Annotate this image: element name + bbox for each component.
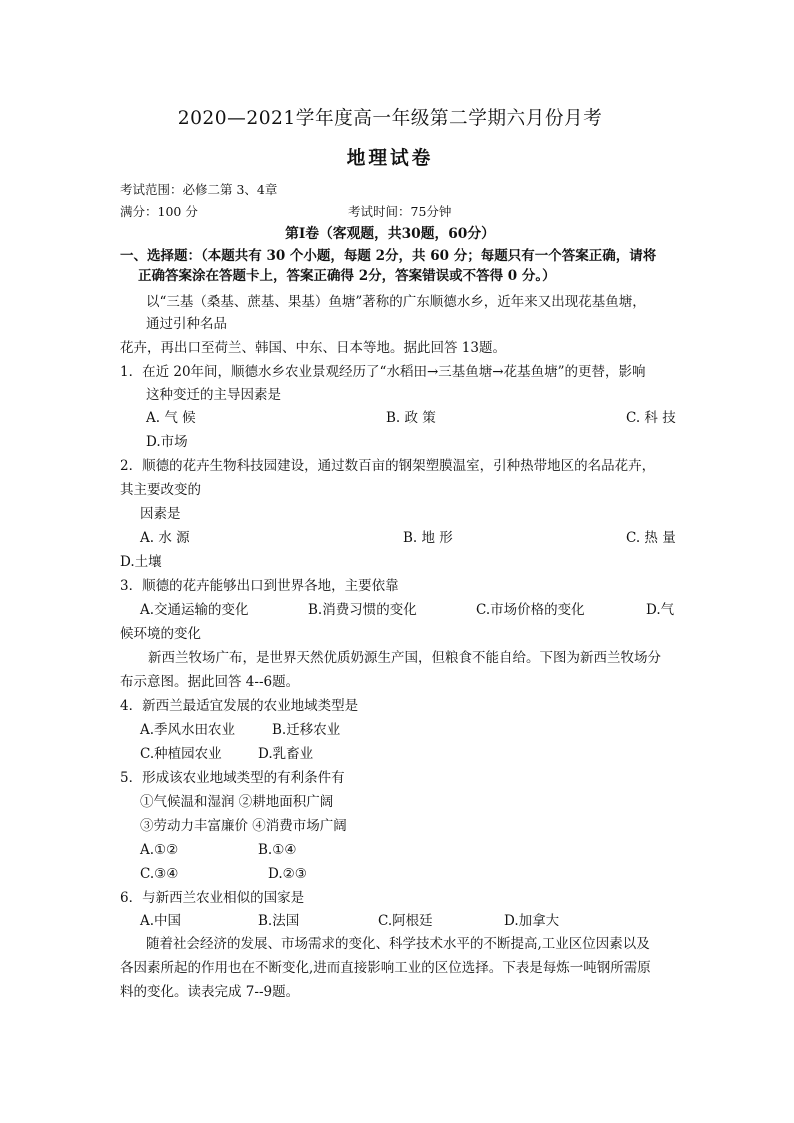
- q5-option-b: B.①④: [258, 842, 297, 858]
- passage1-line2: 通过引种名品: [146, 316, 227, 332]
- q2-option-a: A. 水 源: [140, 530, 190, 546]
- q5-option-a: A.①②: [140, 842, 179, 858]
- q2-stem-line1: 2．顺德的花卉生物科技园建设，通过数百亩的钢架塑膜温室，引种热带地区的名品花卉，: [120, 458, 656, 474]
- q6-option-d: D.加拿大: [504, 913, 560, 929]
- q4-stem: 4．新西兰最适宜发展的农业地域类型是: [120, 698, 359, 714]
- q6-option-a: A.中国: [140, 913, 182, 929]
- q5-stem: 5．形成该农业地域类型的有利条件有: [120, 770, 345, 786]
- exam-time: 考试时间：75分钟: [348, 204, 452, 219]
- part1-heading: 第Ⅰ卷（客观题，共30题，60分）: [285, 226, 495, 242]
- q2-stem-line2: 其主要改变的: [120, 482, 201, 498]
- q3-option-a: A.交通运输的变化: [140, 602, 249, 618]
- q4-option-d: D.乳畜业: [258, 746, 314, 762]
- q1-stem-line1: 1．在近 20年间，顺德水乡农业景观经历了“水稻田→三基鱼塘→花基鱼塘”的更替，影响: [120, 364, 646, 380]
- q5-conditions-line1: ①气候温和湿润 ②耕地面积广阔: [140, 794, 334, 810]
- exam-subtitle: 地理试卷: [346, 147, 434, 169]
- passage3-line3: 料的变化。读表完成 7--9题。: [120, 984, 300, 1000]
- q6-stem: 6．与新西兰农业相似的国家是: [120, 890, 305, 906]
- passage2-line1: 新西兰牧场广布，是世界天然优质奶源生产国，但粮食不能自给。下图为新西兰牧场分: [148, 650, 661, 666]
- q1-option-b: B. 政 策: [386, 410, 436, 426]
- passage2-line2: 布示意图。据此回答 4--6题。: [120, 674, 300, 690]
- q2-option-d: D.土壤: [120, 554, 162, 570]
- q1-option-d: D.市场: [146, 434, 188, 450]
- q5-option-c: C.③④: [140, 866, 179, 882]
- q3-option-b: B.消费习惯的变化: [308, 602, 417, 618]
- q5-conditions-line2: ③劳动力丰富廉价 ④消费市场广阔: [140, 818, 347, 834]
- q6-option-b: B.法国: [258, 913, 300, 929]
- passage3-line1: 随着社会经济的发展、市场需求的变化、科学技术水平的不断提高,工业区位因素以及: [146, 936, 650, 952]
- passage1-line3: 花卉，再出口至荷兰、韩国、中东、日本等地。据此回答 13题。: [120, 340, 506, 356]
- exam-scope: 考试范围：必修二第 3、4章: [120, 182, 278, 197]
- q3-option-d-start: D.气: [646, 602, 675, 618]
- q4-option-a: A.季风水田农业: [140, 722, 236, 738]
- q2-option-c: C. 热 量: [626, 530, 676, 546]
- q3-option-d-end: 候环境的变化: [120, 626, 201, 642]
- passage3-line2: 各因素所起的作用也在不断变化,进而直接影响工业的区位选择。下表是每炼一吨钢所需原: [120, 960, 651, 976]
- q2-option-b: B. 地 形: [403, 530, 453, 546]
- q1-stem-line2: 这种变迁的主导因素是: [146, 387, 281, 403]
- exam-score: 满分：100 分: [120, 204, 198, 219]
- part1-instruction-line2: 正确答案涂在答题卡上，答案正确得 2分，答案错误或不答得 0 分。）: [138, 268, 556, 284]
- q4-option-c: C.种植园农业: [140, 746, 222, 762]
- q6-option-c: C.阿根廷: [378, 913, 433, 929]
- passage1-line1: 以“三基（桑基、蔗基、果基）鱼塘”著称的广东顺德水乡，近年来又出现花基鱼塘，: [146, 294, 646, 310]
- q2-stem-line3: 因素是: [140, 506, 181, 522]
- q1-option-c: C. 科 技: [626, 410, 676, 426]
- part1-instruction-line1: 一、选择题：（本题共有 30 个小题，每题 2分，共 60 分；每题只有一个答案正确，请将: [120, 248, 657, 264]
- exam-title: 2020—2021学年度高一年级第二学期六月份月考: [177, 107, 603, 129]
- q1-option-a: A. 气 候: [146, 410, 196, 426]
- q3-stem: 3．顺德的花卉能够出口到世界各地，主要依靠: [120, 578, 399, 594]
- q3-option-c: C.市场价格的变化: [476, 602, 585, 618]
- q5-option-d: D.②③: [268, 866, 307, 882]
- q4-option-b: B.迁移农业: [272, 722, 341, 738]
